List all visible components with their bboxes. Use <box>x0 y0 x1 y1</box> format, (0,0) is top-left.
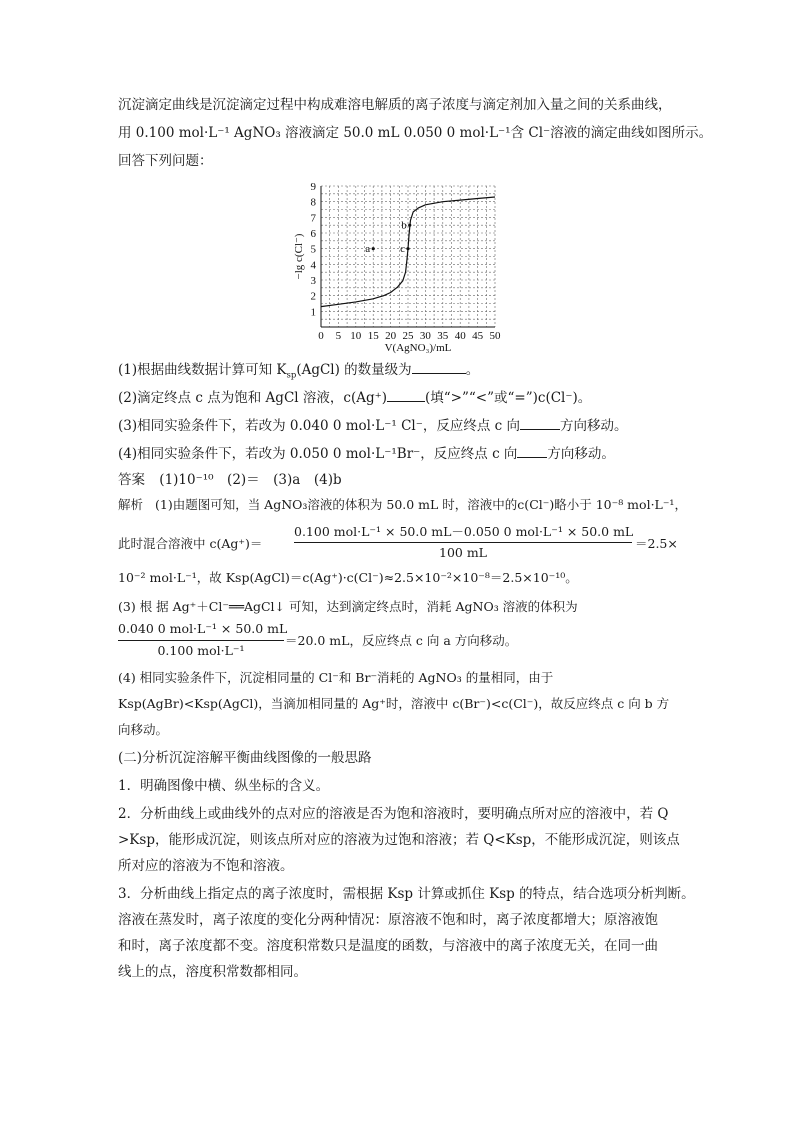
x-tick-label: 15 <box>367 330 379 342</box>
explanation-p4-line1: (4) 相同实验条件下，沉淀相同量的 Cl⁻和 Br⁻消耗的 AgNO₃ 的量相同，由于 <box>118 670 554 685</box>
x-tick-label: 20 <box>385 330 397 342</box>
question-2-text-post: (填“>”“<”或“=”)c(Cl⁻)。 <box>425 390 592 406</box>
y-tick-label: 1 <box>310 306 316 319</box>
y-axis-label: −lg c(Cl⁻) <box>293 233 305 280</box>
y-tick-label: 4 <box>310 259 316 272</box>
intro-line-2: 用 0.100 mol·L⁻¹ AgNO₃ 溶液滴定 50.0 mL 0.050 0 mol·L⁻¹含 Cl⁻溶液的滴定曲线如图所示。 <box>118 125 713 141</box>
intro-line-1: 沉淀滴定曲线是沉淀滴定过程中构成难溶电解质的离子浓度与滴定剂加入量之间的关系曲线， <box>118 97 672 113</box>
intro-line-3: 回答下列问题： <box>118 153 213 169</box>
explanation-p1-line1: (1)由题图可知，当 AgNO₃溶液的体积为 50.0 mL 时，溶液中的c(Cl⁻)略小于 10⁻⁸ mol·L⁻¹， <box>155 497 687 512</box>
y-tick-label: 5 <box>310 243 316 256</box>
question-4-text-post: 方向移动。 <box>547 446 615 462</box>
point-c-marker <box>406 247 409 250</box>
explanation-p1-frac-bar <box>294 542 632 543</box>
x-tick-label: 0 <box>318 330 324 342</box>
explanation-p4-line3: 向移动。 <box>118 722 169 737</box>
explanation-p1-frac-tail: ＝2.5× <box>635 536 678 551</box>
section-2-item-1: 1．明确图像中横、纵坐标的含义。 <box>118 778 330 794</box>
explanation-p3-frac-numerator: 0.040 0 mol·L⁻¹ × 50.0 mL <box>118 621 288 636</box>
answer-blank-2[interactable] <box>387 387 425 402</box>
answer-blank-3[interactable] <box>520 415 560 430</box>
explanation-p3-frac-tail: ＝20.0 mL，反应终点 c 向 a 方向移动。 <box>285 633 518 648</box>
explanation-p3-frac-denominator: 0.100 mol·L⁻¹ <box>157 643 245 658</box>
y-tick-label: 8 <box>310 196 316 209</box>
explanation-line-1 <box>118 495 687 515</box>
point-a-marker <box>372 247 375 250</box>
point-b-label: b <box>401 219 407 232</box>
answer-blank-4[interactable] <box>517 443 547 458</box>
answer-line <box>118 470 342 490</box>
x-tick-label: 35 <box>437 330 449 342</box>
x-tick-label: 25 <box>402 330 414 342</box>
y-tick-label: 6 <box>310 228 316 240</box>
section-2-item-2-line1: 2．分析曲线上或曲线外的点对应的溶液是否为饱和溶液时，要明确点所对应的溶液中，若 Q <box>118 806 669 822</box>
question-4 <box>118 443 615 464</box>
question-1-sub: sp <box>286 370 297 381</box>
point-c-label: c <box>400 243 405 256</box>
x-tick-label: 5 <box>335 330 342 342</box>
explanation-p4-line2: Ksp(AgBr)<Ksp(AgCl)，当滴加相同量的 Ag⁺时，溶液中 c(Br⁻)<c(Cl⁻)，故反应终点 c 向 b 方 <box>118 696 670 711</box>
x-tick-label: 50 <box>489 330 501 342</box>
section-2-item-3-line2: 溶液在蒸发时，离子浓度的变化分两种情况：原溶液不饱和时，离子浓度都增大；原溶液饱 <box>118 912 658 928</box>
answer-label: 答案 <box>118 472 145 488</box>
section-2-title: (二)分析沉淀溶解平衡曲线图像的一般思路 <box>118 750 372 766</box>
x-tick-label: 40 <box>454 330 466 342</box>
question-2 <box>118 387 591 408</box>
question-1-text-pre: (1)根据曲线数据计算可知 K <box>118 362 287 378</box>
section-2-item-2-line3: 所对应的溶液为不饱和溶液。 <box>118 858 294 874</box>
question-2-text-pre: (2)滴定终点 c 点为饱和 AgCl 溶液，c(Ag⁺) <box>118 390 387 406</box>
x-tick-label: 45 <box>472 330 484 342</box>
explanation-p3-frac-bar <box>118 640 284 641</box>
question-3-text-pre: (3)相同实验条件下，若改为 0.040 0 mol·L⁻¹ Cl⁻，反应终点 c 向 <box>118 418 520 434</box>
y-tick-label: 7 <box>310 212 316 225</box>
explanation-p1-frac-numerator: 0.100 mol·L⁻¹ × 50.0 mL－0.050 0 mol·L⁻¹ × 50.0 mL <box>294 524 634 539</box>
answer-blank-1[interactable] <box>412 359 466 374</box>
explanation-label: 解析 <box>118 497 144 512</box>
explanation-p1-line3: 10⁻² mol·L⁻¹，故 Ksp(AgCl)＝c(Ag⁺)·c(Cl⁻)≈2.5×10⁻²×10⁻⁸＝2.5×10⁻¹⁰。 <box>118 570 578 585</box>
y-tick-label: 9 <box>310 181 316 193</box>
x-tick-label: 10 <box>350 330 362 342</box>
section-2-item-3-line1: 3．分析曲线上指定点的离子浓度时，需根据 Ksp 计算或抓住 Ksp 的特点，结合选项分析判断。 <box>118 886 695 902</box>
question-3-text-post: 方向移动。 <box>559 418 628 434</box>
point-a-label: a <box>365 243 371 256</box>
question-3 <box>118 415 627 436</box>
explanation-p3-line1: (3) 根 据 Ag⁺＋Cl⁻══AgCl↓ 可知，达到滴定终点时，消耗 AgNO₃ 溶液的体积为 <box>118 599 578 614</box>
question-1-text-post: (AgCl) 的数量级为 <box>296 362 412 378</box>
explanation-p1-frac-lead: 此时混合溶液中 c(Ag⁺)＝ <box>118 536 263 551</box>
section-2-item-2-line2: >Ksp，能形成沉淀，则该点所对应的溶液为过饱和溶液；若 Q<Ksp，不能形成沉淀，则该点 <box>118 832 680 848</box>
section-2-item-3-line3: 和时，离子浓度都不变。溶度积常数只是温度的函数，与溶液中的离子浓度无关，在同一曲 <box>118 938 658 954</box>
section-2-item-3-line4: 线上的点，溶度积常数都相同。 <box>118 964 307 980</box>
y-tick-label: 2 <box>310 290 316 303</box>
point-b-marker <box>408 224 411 227</box>
question-1-text-end: 。 <box>465 362 480 378</box>
explanation-p1-frac-denominator: 100 mL <box>439 545 487 560</box>
titration-chart <box>0 0 794 380</box>
answer-text: (1)10⁻¹⁰ (2)＝ (3)a (4)b <box>159 472 342 488</box>
x-axis-label: V(AgNO₃)/mL <box>384 342 452 354</box>
question-1 <box>118 359 479 386</box>
y-tick-label: 3 <box>310 275 316 287</box>
question-4-text-pre: (4)相同实验条件下，若改为 0.050 0 mol·L⁻¹Br⁻，反应终点 c 向 <box>118 446 518 462</box>
x-tick-label: 30 <box>419 330 431 342</box>
